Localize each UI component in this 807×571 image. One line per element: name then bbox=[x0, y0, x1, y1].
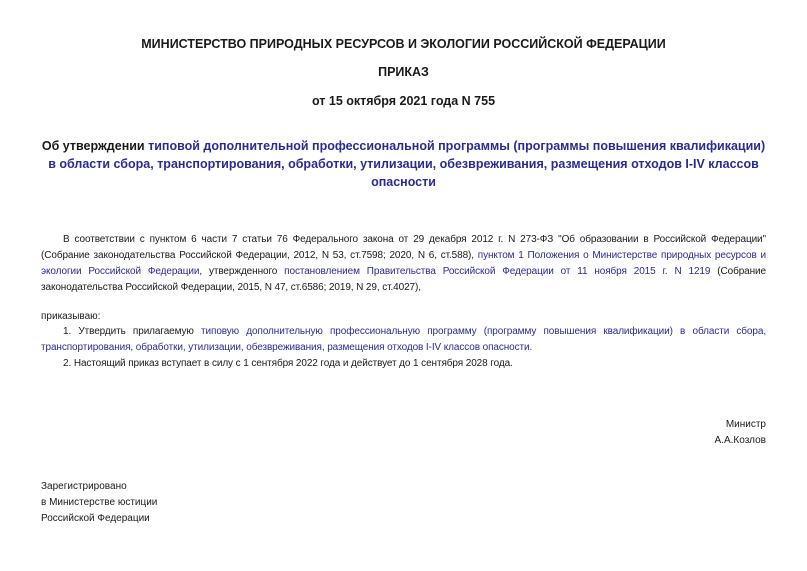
item-text: 1. Утвердить прилагаемую bbox=[63, 326, 202, 337]
preamble-text: , утвержденного bbox=[199, 266, 285, 277]
signatory-name: А.А.Козлов bbox=[714, 435, 766, 446]
registration-line-2: в Министерстве юстиции bbox=[41, 497, 158, 508]
order-item-2: 2. Настоящий приказ вступает в силу с 1 сентября 2022 года и действует до 1 сентября 2028 года. bbox=[63, 358, 513, 369]
document-subject bbox=[40, 137, 767, 191]
registration-line-1: Зарегистрировано bbox=[41, 481, 127, 492]
date-number-heading: от 15 октября 2021 года N 755 bbox=[311, 94, 496, 108]
order-word: приказываю: bbox=[41, 311, 101, 322]
ministry-heading: МИНИСТЕРСТВО ПРИРОДНЫХ РЕСУРСОВ И ЭКОЛОГИИ РОССИЙСКОЙ ФЕДЕРАЦИИ bbox=[141, 37, 666, 51]
preamble-text: В соответствии с пунктом 6 части 7 статьи 76 Федерального закона от 29 декабря 2012 г. N 273-ФЗ "Об образовании в Российской Федерации" (Собрание законодательства Российской Федерации, 2012, N 53, ст.7598; 2020, N 6, ст.588), bbox=[41, 234, 766, 261]
program-link[interactable]: типовую дополнительную профессиональную программу (программу повышения квалификации) в области сбора, транспортирования, обработки, утилизации, обезвреживания, размещения отходов I-IV классов опасности. bbox=[41, 326, 766, 353]
doc-type-heading: ПРИКАЗ bbox=[378, 65, 429, 79]
signatory-title: Министр bbox=[725, 419, 766, 430]
regulation-link[interactable]: пунктом 1 Положения о Министерстве природных ресурсов и экологии Российской Федерации bbox=[41, 250, 767, 277]
subject-program-link[interactable]: типовой дополнительной профессиональной программы (программы повышения квалификации) в области сбора, транспортирования, обработки, утилизации, обезвреживания, размещения отходов I-IV классов опасности bbox=[48, 139, 766, 189]
preamble-paragraph bbox=[41, 232, 766, 296]
preamble-text: (Собрание законодательства Российской Федерации, 2015, N 47, ст.6586; 2019, N 29, ст.4027), bbox=[41, 266, 766, 293]
registration-line-3: Российской Федерации bbox=[41, 513, 150, 524]
subject-prefix: Об утверждении bbox=[41, 139, 149, 153]
order-item-1 bbox=[41, 324, 766, 356]
government-decree-link[interactable]: постановлением Правительства Российской Федерации от 11 ноября 2015 г. N 1219 bbox=[284, 266, 711, 277]
